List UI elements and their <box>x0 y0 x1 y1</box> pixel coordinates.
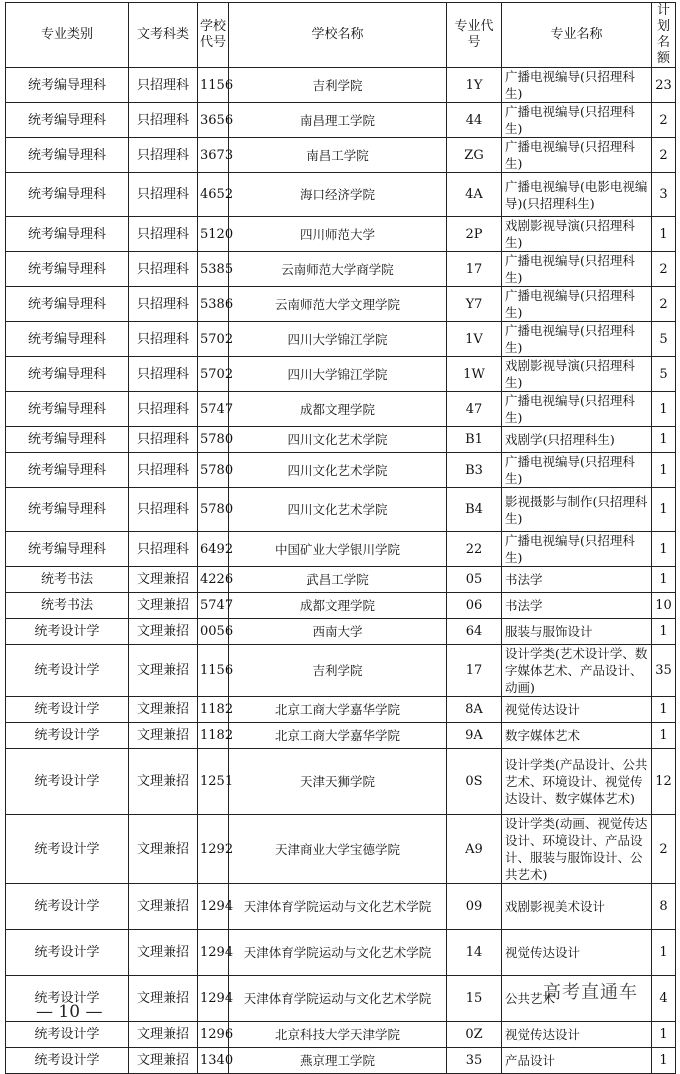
cell-quota: 1 <box>652 488 676 532</box>
cell-major-name: 视觉传达设计 <box>502 930 652 976</box>
cell-school-code: 1156 <box>198 645 229 697</box>
cell-quota: 1 <box>652 723 676 749</box>
table-row <box>6 697 676 723</box>
cell-school-name: 成都文理学院 <box>229 593 447 619</box>
cell-major-code: 09 <box>447 884 502 930</box>
table-row <box>6 1048 676 1074</box>
cell-major-code: 1Y <box>447 68 502 103</box>
cell-major-code: 35 <box>447 1048 502 1074</box>
cell-school-name: 天津体育学院运动与文化艺术学院 <box>229 930 447 976</box>
table-row <box>6 488 676 532</box>
cell-school-name: 云南师范大学商学院 <box>229 252 447 287</box>
cell-exam-track: 文理兼招 <box>129 567 198 593</box>
cell-major-name: 数字媒体艺术 <box>502 723 652 749</box>
cell-exam-track: 只招理科 <box>129 287 198 322</box>
cell-school-code: 5780 <box>198 453 229 488</box>
cell-major-category: 统考编导理科 <box>6 532 129 567</box>
watermark: 高考直通车 <box>543 982 638 1003</box>
table-row <box>6 392 676 427</box>
table-row <box>6 138 676 173</box>
cell-major-name: 广播电视编导(只招理科生) <box>502 453 652 488</box>
cell-exam-track: 文理兼招 <box>129 619 198 645</box>
cell-exam-track: 只招理科 <box>129 357 198 392</box>
cell-exam-track: 只招理科 <box>129 488 198 532</box>
cell-quota: 1 <box>652 427 676 453</box>
cell-school-code: 0056 <box>198 619 229 645</box>
cell-exam-track: 只招理科 <box>129 453 198 488</box>
cell-quota: 1 <box>652 567 676 593</box>
cell-school-name: 四川师范大学 <box>229 217 447 252</box>
cell-major-name: 广播电视编导(只招理科生) <box>502 252 652 287</box>
cell-exam-track: 文理兼招 <box>129 697 198 723</box>
cell-school-code: 5120 <box>198 217 229 252</box>
table-row <box>6 930 676 976</box>
cell-major-category: 统考编导理科 <box>6 173 129 217</box>
table-row <box>6 357 676 392</box>
cell-major-category: 统考设计学 <box>6 976 129 1022</box>
cell-major-category: 统考书法 <box>6 593 129 619</box>
cell-quota: 1 <box>652 1022 676 1048</box>
cell-quota: 1 <box>652 1048 676 1074</box>
cell-exam-track: 文理兼招 <box>129 1022 198 1048</box>
cell-school-name: 成都文理学院 <box>229 392 447 427</box>
cell-exam-track: 只招理科 <box>129 138 198 173</box>
cell-major-code: 1V <box>447 322 502 357</box>
cell-exam-track: 文理兼招 <box>129 645 198 697</box>
cell-major-name: 戏剧影视导演(只招理科生) <box>502 217 652 252</box>
cell-major-code: 15 <box>447 976 502 1022</box>
cell-major-code: 1W <box>447 357 502 392</box>
cell-school-code: 5385 <box>198 252 229 287</box>
table-row <box>6 723 676 749</box>
cell-school-code: 4226 <box>198 567 229 593</box>
table-row <box>6 815 676 884</box>
cell-major-name: 广播电视编导(只招理科生) <box>502 322 652 357</box>
cell-school-name: 燕京理工学院 <box>229 1048 447 1074</box>
cell-major-category: 统考设计学 <box>6 1048 129 1074</box>
cell-school-name: 北京科技大学天津学院 <box>229 1022 447 1048</box>
header-school-code: 学校代号 <box>198 3 229 68</box>
cell-major-code: 8A <box>447 697 502 723</box>
cell-major-category: 统考设计学 <box>6 697 129 723</box>
cell-school-code: 5747 <box>198 593 229 619</box>
cell-school-name: 四川文化艺术学院 <box>229 488 447 532</box>
cell-major-category: 统考编导理科 <box>6 488 129 532</box>
cell-school-code: 4652 <box>198 173 229 217</box>
table-row <box>6 427 676 453</box>
cell-major-name: 广播电视编导(只招理科生) <box>502 138 652 173</box>
table-row <box>6 287 676 322</box>
cell-quota: 5 <box>652 357 676 392</box>
cell-major-name: 设计学类(产品设计、公共艺术、环境设计、视觉传达设计、数字媒体艺术) <box>502 749 652 815</box>
cell-school-name: 海口经济学院 <box>229 173 447 217</box>
cell-school-name: 四川大学锦江学院 <box>229 322 447 357</box>
cell-school-name: 四川文化艺术学院 <box>229 427 447 453</box>
cell-quota: 2 <box>652 815 676 884</box>
cell-school-name: 武昌工学院 <box>229 567 447 593</box>
header-exam-track: 文考科类 <box>129 3 198 68</box>
cell-major-name: 书法学 <box>502 567 652 593</box>
cell-major-code: 9A <box>447 723 502 749</box>
cell-school-name: 四川文化艺术学院 <box>229 453 447 488</box>
cell-major-category: 统考设计学 <box>6 815 129 884</box>
cell-school-name: 天津天狮学院 <box>229 749 447 815</box>
cell-major-category: 统考编导理科 <box>6 357 129 392</box>
header-major-code: 专业代号 <box>447 3 502 68</box>
cell-school-code: 3656 <box>198 103 229 138</box>
cell-major-code: 14 <box>447 930 502 976</box>
cell-school-name: 北京工商大学嘉华学院 <box>229 697 447 723</box>
cell-quota: 4 <box>652 976 676 1022</box>
cell-major-category: 统考编导理科 <box>6 217 129 252</box>
cell-school-code: 6492 <box>198 532 229 567</box>
cell-major-code: 22 <box>447 532 502 567</box>
table-row <box>6 173 676 217</box>
cell-school-name: 南昌理工学院 <box>229 103 447 138</box>
cell-major-code: 47 <box>447 392 502 427</box>
cell-major-code: A9 <box>447 815 502 884</box>
cell-major-category: 统考编导理科 <box>6 138 129 173</box>
cell-major-category: 统考设计学 <box>6 930 129 976</box>
cell-major-name: 广播电视编导(只招理科生) <box>502 287 652 322</box>
cell-major-code: 17 <box>447 252 502 287</box>
table-row <box>6 567 676 593</box>
cell-major-category: 统考编导理科 <box>6 453 129 488</box>
page-number: — 10 — <box>36 1002 103 1022</box>
cell-school-name: 南昌工学院 <box>229 138 447 173</box>
cell-major-name: 产品设计 <box>502 1048 652 1074</box>
table-row <box>6 532 676 567</box>
cell-major-name: 广播电视编导(电影电视编导)(只招理科生) <box>502 173 652 217</box>
cell-major-name: 书法学 <box>502 593 652 619</box>
cell-major-category: 统考设计学 <box>6 723 129 749</box>
cell-school-code: 5702 <box>198 357 229 392</box>
cell-school-code: 1182 <box>198 723 229 749</box>
cell-exam-track: 只招理科 <box>129 252 198 287</box>
cell-school-code: 5780 <box>198 488 229 532</box>
cell-major-name: 广播电视编导(只招理科生) <box>502 532 652 567</box>
cell-exam-track: 只招理科 <box>129 322 198 357</box>
cell-exam-track: 只招理科 <box>129 427 198 453</box>
cell-major-name: 设计学类(动画、视觉传达设计、环境设计、产品设计、服装与服饰设计、公共艺术) <box>502 815 652 884</box>
cell-quota: 2 <box>652 103 676 138</box>
table-header-row <box>6 3 676 68</box>
admission-plan-table <box>5 2 676 1074</box>
cell-exam-track: 文理兼招 <box>129 976 198 1022</box>
cell-major-category: 统考编导理科 <box>6 322 129 357</box>
table-row <box>6 453 676 488</box>
cell-school-code: 1294 <box>198 930 229 976</box>
cell-school-name: 北京工商大学嘉华学院 <box>229 723 447 749</box>
header-major-name: 专业名称 <box>502 3 652 68</box>
table-row <box>6 68 676 103</box>
cell-school-code: 5702 <box>198 322 229 357</box>
table-row <box>6 884 676 930</box>
cell-quota: 12 <box>652 749 676 815</box>
cell-major-code: B4 <box>447 488 502 532</box>
cell-exam-track: 文理兼招 <box>129 815 198 884</box>
cell-major-code: 06 <box>447 593 502 619</box>
cell-major-category: 统考设计学 <box>6 884 129 930</box>
cell-exam-track: 只招理科 <box>129 392 198 427</box>
cell-quota: 23 <box>652 68 676 103</box>
cell-exam-track: 文理兼招 <box>129 749 198 815</box>
cell-quota: 2 <box>652 287 676 322</box>
cell-major-code: 4A <box>447 173 502 217</box>
cell-school-code: 1294 <box>198 976 229 1022</box>
cell-exam-track: 只招理科 <box>129 532 198 567</box>
cell-exam-track: 文理兼招 <box>129 593 198 619</box>
cell-major-code: 64 <box>447 619 502 645</box>
cell-major-category: 统考编导理科 <box>6 68 129 103</box>
cell-school-code: 1251 <box>198 749 229 815</box>
header-major-category: 专业类别 <box>6 3 129 68</box>
cell-quota: 1 <box>652 392 676 427</box>
cell-exam-track: 只招理科 <box>129 217 198 252</box>
cell-school-code: 1292 <box>198 815 229 884</box>
cell-quota: 1 <box>652 532 676 567</box>
table-row <box>6 749 676 815</box>
table-row <box>6 1022 676 1048</box>
cell-quota: 5 <box>652 322 676 357</box>
cell-major-code: 17 <box>447 645 502 697</box>
cell-major-name: 设计学类(艺术设计学、数字媒体艺术、产品设计、动画) <box>502 645 652 697</box>
cell-exam-track: 只招理科 <box>129 103 198 138</box>
cell-exam-track: 只招理科 <box>129 173 198 217</box>
cell-exam-track: 文理兼招 <box>129 1048 198 1074</box>
cell-school-code: 1182 <box>198 697 229 723</box>
cell-major-name: 广播电视编导(只招理科生) <box>502 68 652 103</box>
cell-major-code: 0Z <box>447 1022 502 1048</box>
cell-major-name: 服装与服饰设计 <box>502 619 652 645</box>
cell-school-name: 天津体育学院运动与文化艺术学院 <box>229 976 447 1022</box>
cell-quota: 3 <box>652 173 676 217</box>
cell-major-code: 44 <box>447 103 502 138</box>
cell-school-name: 西南大学 <box>229 619 447 645</box>
cell-quota: 1 <box>652 619 676 645</box>
cell-major-name: 广播电视编导(只招理科生) <box>502 392 652 427</box>
cell-major-name: 戏剧影视导演(只招理科生) <box>502 357 652 392</box>
cell-major-code: Y7 <box>447 287 502 322</box>
cell-school-code: 1156 <box>198 68 229 103</box>
table-row <box>6 593 676 619</box>
cell-school-name: 天津商业大学宝德学院 <box>229 815 447 884</box>
header-school-name: 学校名称 <box>229 3 447 68</box>
cell-major-category: 统考书法 <box>6 567 129 593</box>
cell-quota: 1 <box>652 697 676 723</box>
cell-quota: 35 <box>652 645 676 697</box>
cell-major-category: 统考设计学 <box>6 749 129 815</box>
table-row <box>6 645 676 697</box>
table-row <box>6 103 676 138</box>
cell-school-name: 吉利学院 <box>229 68 447 103</box>
cell-major-name: 视觉传达设计 <box>502 697 652 723</box>
cell-quota: 10 <box>652 593 676 619</box>
cell-major-name: 视觉传达设计 <box>502 1022 652 1048</box>
cell-quota: 2 <box>652 252 676 287</box>
cell-quota: 2 <box>652 138 676 173</box>
cell-school-code: 1296 <box>198 1022 229 1048</box>
cell-major-code: B1 <box>447 427 502 453</box>
cell-major-code: 2P <box>447 217 502 252</box>
cell-school-name: 天津体育学院运动与文化艺术学院 <box>229 884 447 930</box>
cell-exam-track: 文理兼招 <box>129 723 198 749</box>
cell-school-code: 5747 <box>198 392 229 427</box>
table-row <box>6 619 676 645</box>
cell-quota: 8 <box>652 884 676 930</box>
cell-school-name: 吉利学院 <box>229 645 447 697</box>
cell-school-name: 云南师范大学文理学院 <box>229 287 447 322</box>
table-row <box>6 217 676 252</box>
cell-major-category: 统考设计学 <box>6 619 129 645</box>
cell-school-code: 1340 <box>198 1048 229 1074</box>
cell-school-code: 5780 <box>198 427 229 453</box>
cell-quota: 1 <box>652 930 676 976</box>
table-row <box>6 322 676 357</box>
table-row <box>6 252 676 287</box>
cell-major-name: 戏剧学(只招理科生) <box>502 427 652 453</box>
cell-exam-track: 文理兼招 <box>129 884 198 930</box>
cell-major-name: 影视摄影与制作(只招理科生) <box>502 488 652 532</box>
cell-quota: 1 <box>652 453 676 488</box>
cell-major-name: 戏剧影视美术设计 <box>502 884 652 930</box>
cell-school-code: 3673 <box>198 138 229 173</box>
cell-major-category: 统考编导理科 <box>6 427 129 453</box>
cell-major-category: 统考编导理科 <box>6 252 129 287</box>
cell-school-code: 1294 <box>198 884 229 930</box>
cell-school-code: 5386 <box>198 287 229 322</box>
cell-major-code: ZG <box>447 138 502 173</box>
cell-major-name: 广播电视编导(只招理科生) <box>502 103 652 138</box>
cell-quota: 1 <box>652 217 676 252</box>
cell-major-code: 05 <box>447 567 502 593</box>
cell-major-category: 统考设计学 <box>6 1022 129 1048</box>
cell-major-code: B3 <box>447 453 502 488</box>
header-quota: 计划名额 <box>652 3 676 68</box>
cell-major-name: 公共艺术 <box>502 976 652 1022</box>
cell-major-category: 统考编导理科 <box>6 103 129 138</box>
cell-exam-track: 文理兼招 <box>129 930 198 976</box>
cell-school-name: 中国矿业大学银川学院 <box>229 532 447 567</box>
cell-exam-track: 只招理科 <box>129 68 198 103</box>
cell-major-category: 统考编导理科 <box>6 392 129 427</box>
cell-major-category: 统考编导理科 <box>6 287 129 322</box>
cell-major-code: 0S <box>447 749 502 815</box>
cell-school-name: 四川大学锦江学院 <box>229 357 447 392</box>
cell-major-category: 统考设计学 <box>6 645 129 697</box>
